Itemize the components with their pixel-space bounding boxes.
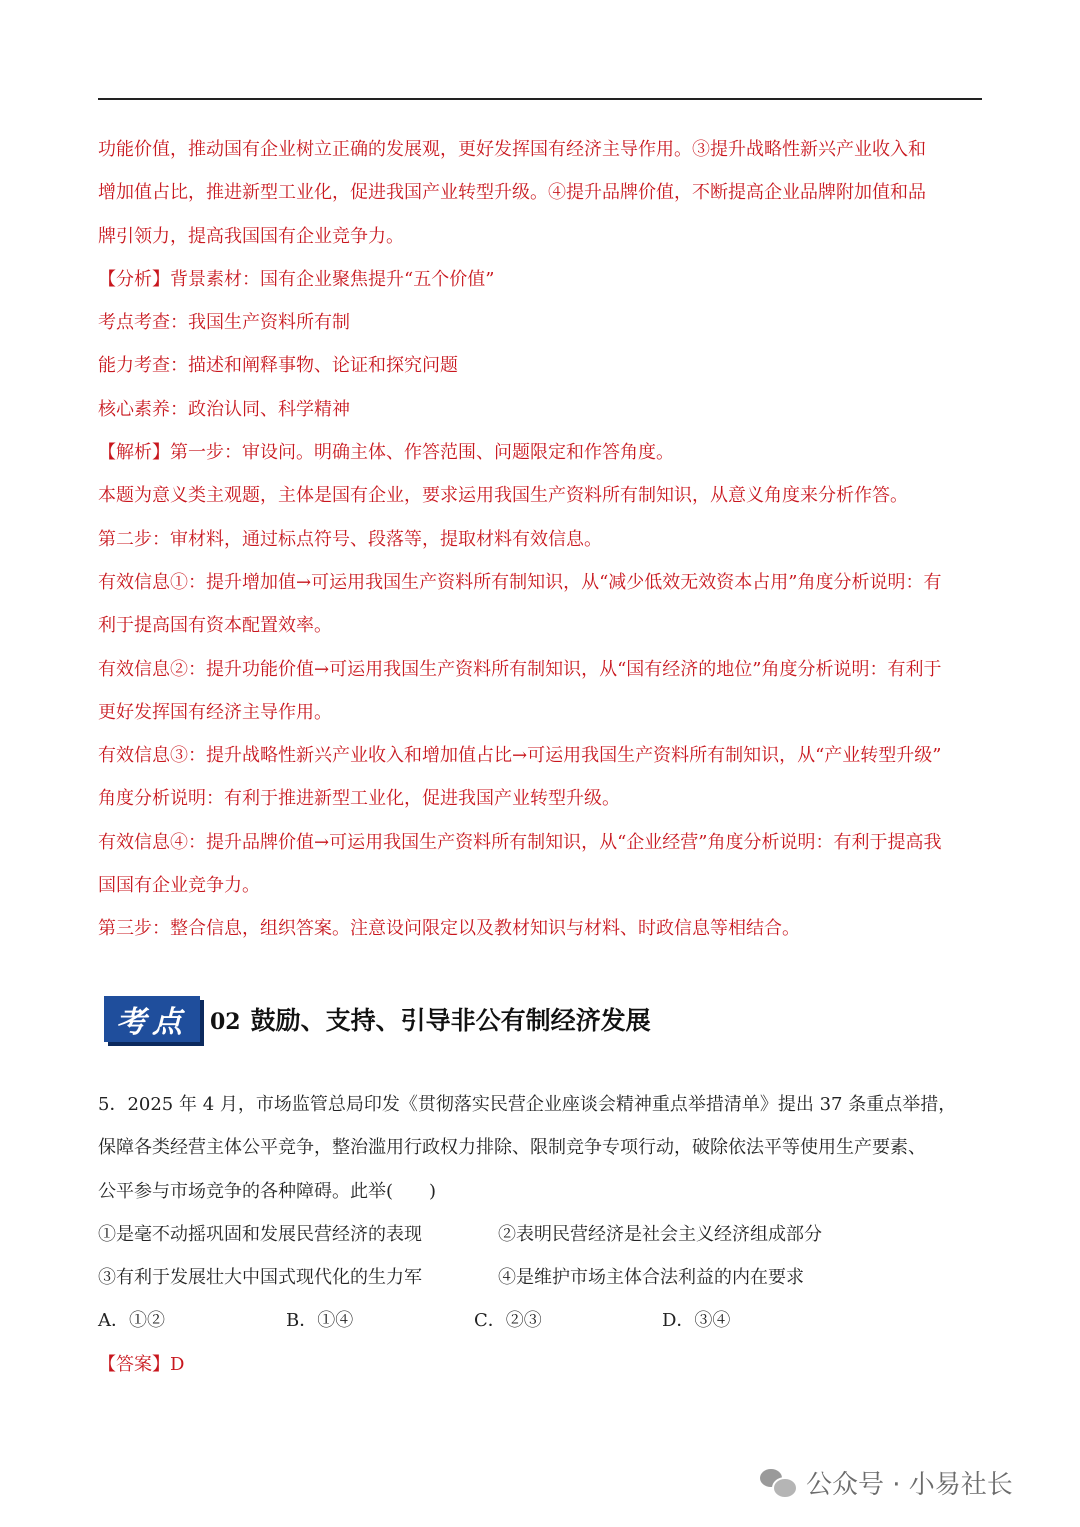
watermark — [760, 1462, 1013, 1502]
explanation-heading: 【解析】第一步：审设问。明确主体、作答范围、问题限定和作答角度。 — [98, 442, 674, 464]
analysis-line: 更好发挥国有经济主导作用。 — [98, 701, 332, 723]
analysis-line: 有效信息②：提升功能价值→可运用我国生产资料所有制知识，从“国有经济的地位”角度分析说明：有利于 — [98, 658, 942, 680]
analysis-block — [98, 128, 982, 951]
analysis-line: 有效信息④：提升品牌价值→可运用我国生产资料所有制知识，从“企业经营”角度分析说明：有利于提高我 — [98, 831, 942, 853]
analysis-line: 增加值占比，推进新型工业化，促进我国产业转型升级。④提升品牌价值，不断提高企业品牌附加值和品 — [98, 182, 926, 204]
statement-option: ③有利于发展壮大中国式现代化的生力军 — [98, 1267, 422, 1289]
analysis-line: 本题为意义类主观题，主体是国有企业，要求运用我国生产资料所有制知识，从意义角度来分析作答。 — [98, 485, 908, 507]
question-stem-line: 5．2025 年 4 月，市场监管总局印发《贯彻落实民营企业座谈会精神重点举措清单》提出 37 条重点举措， — [98, 1094, 957, 1115]
choice-row — [98, 1299, 982, 1342]
choice-c: C．②③ — [474, 1310, 542, 1332]
wechat-icon — [760, 1467, 796, 1497]
statement-option: ④是维护市场主体合法利益的内在要求 — [498, 1267, 804, 1289]
analysis-line: 能力考查：描述和阐释事物、论证和探究问题 — [98, 355, 458, 377]
option-row — [98, 1256, 982, 1299]
analysis-line: 国国有企业竞争力。 — [98, 875, 260, 897]
header-rule — [98, 98, 982, 100]
analysis-line: 第二步：审材料，通过标点符号、段落等，提取材料有效信息。 — [98, 528, 602, 550]
analysis-line: 利于提高国有资本配置效率。 — [98, 615, 332, 637]
analysis-line: 牌引领力，提高我国国有企业竞争力。 — [98, 225, 404, 247]
question-block — [98, 1083, 982, 1386]
section-badge: 考点 — [104, 996, 200, 1042]
option-row — [98, 1213, 982, 1256]
analysis-line: 核心素养：政治认同、科学精神 — [98, 398, 350, 420]
question-stem-line: 公平参与市场竞争的各种障碍。此举( ) — [98, 1180, 437, 1202]
question-stem-line: 保障各类经营主体公平竞争，整治滥用行政权力排除、限制竞争专项行动，破除依法平等使用生产要素、 — [98, 1137, 926, 1159]
section-title — [210, 1001, 651, 1037]
section-title-text: 鼓励、支持、引导非公有制经济发展 — [250, 1006, 651, 1035]
analysis-line: 考点考查：我国生产资料所有制 — [98, 312, 350, 334]
choice-a: A．①② — [98, 1310, 165, 1332]
watermark-text: 公众号 · 小易社长 — [806, 1469, 1013, 1500]
section-number: 02 — [210, 1009, 241, 1035]
analysis-line: 功能价值，推动国有企业树立正确的发展观，更好发挥国有经济主导作用。③提升战略性新兴产业收入和 — [98, 139, 926, 160]
analysis-line: 有效信息③：提升战略性新兴产业收入和增加值占比→可运用我国生产资料所有制知识，从“产业转型升级” — [98, 745, 942, 767]
analysis-line: 角度分析说明：有利于推进新型工业化，促进我国产业转型升级。 — [98, 788, 620, 810]
section-header — [104, 994, 651, 1044]
statement-option: ②表明民营经济是社会主义经济组成部分 — [498, 1223, 822, 1245]
choice-b: B．①④ — [286, 1310, 354, 1332]
analysis-heading: 【分析】背景素材：国有企业聚焦提升“五个价值” — [98, 268, 495, 290]
statement-option: ①是毫不动摇巩固和发展民营经济的表现 — [98, 1223, 422, 1245]
analysis-line: 第三步：整合信息，组织答案。注意设问限定以及教材知识与材料、时政信息等相结合。 — [98, 918, 800, 940]
choice-d: D．③④ — [662, 1310, 731, 1332]
answer-line: 【答案】D — [98, 1353, 185, 1375]
analysis-line: 有效信息①：提升增加值→可运用我国生产资料所有制知识，从“减少低效无效资本占用”角度分析说明：有 — [98, 571, 942, 593]
